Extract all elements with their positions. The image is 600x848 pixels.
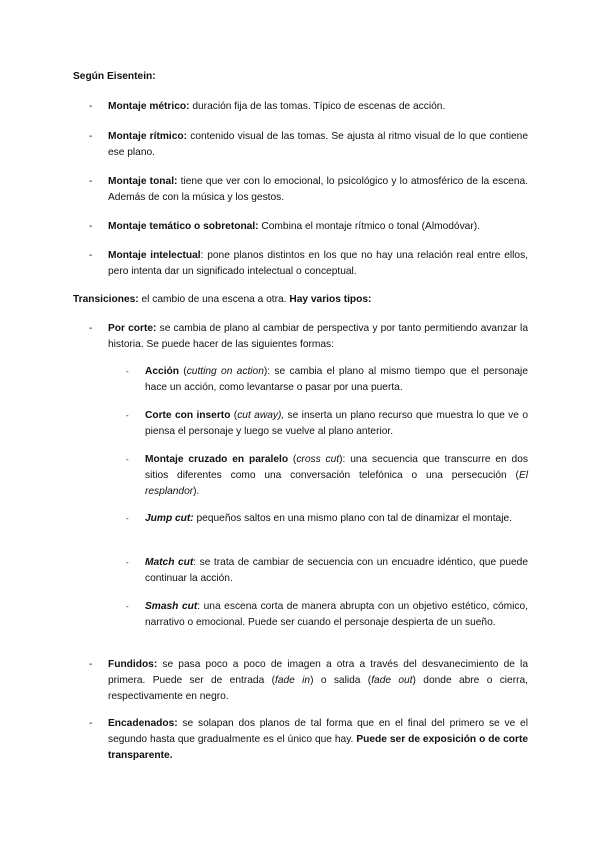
bullet-dash: -	[126, 514, 129, 523]
term-label: Montaje rítmico:	[108, 131, 188, 142]
term-label: Montaje métrico:	[108, 101, 190, 112]
italic-term: cut away),	[237, 410, 285, 421]
term-description: ): una secuencia que transcurre en dos sitios diferentes como una conversación telefónica o una persecución (	[145, 454, 528, 481]
term-description: Combina el montaje rítmico o tonal (Almodóvar).	[258, 221, 480, 232]
sub-item-smash-cut	[126, 599, 528, 631]
term-label: Montaje cruzado en paralelo	[145, 454, 289, 465]
bullet-dash: -	[89, 131, 93, 142]
list-item-montaje-intelectual	[89, 248, 528, 280]
bullet-dash: -	[89, 718, 93, 729]
list-item-montaje-tonal	[89, 174, 529, 206]
term-label: Jump cut:	[145, 513, 194, 524]
sub-item-montaje-cruzado: - Montaje cruzado en paralelo (cross cut): una secuencia que transcurre en dos sitios diferentes como una conversación telefónica o una persecución (El resplandor).	[126, 454, 528, 497]
bullet-dash: -	[89, 323, 93, 334]
bullet-dash: -	[126, 411, 129, 420]
bullet-dash: -	[89, 659, 93, 670]
term-description: : pone planos distintos en los que no hay una relación real entre ellos, pero intenta dar un significado intelectual o conceptual.	[108, 250, 528, 277]
term-description: pequeños saltos en una mismo plano con tal de dinamizar el montaje.	[193, 513, 512, 524]
list-item-encadenados	[89, 716, 528, 764]
list-item-montaje-metrico	[89, 99, 528, 115]
term-description: ): se cambia el plano al mismo tiempo que el personaje hace un acción, como levantarse o pasar por una puerta.	[145, 366, 528, 393]
italic-term: cutting on action	[186, 366, 264, 377]
term-description: se cambia de plano al cambiar de perspectiva y por tanto permitiendo avanzar la historia. Se puede hacer de las siguientes formas:	[108, 323, 528, 350]
italic-title: El resplandor	[145, 470, 528, 497]
list-item-fundidos: - Fundidos: se pasa poco a poco de imagen a otra a través del desvanecimiento de la primera. Puede ser de entrada (fade in) o salida (fade out) donde abre o cierra, respectivamente en negro.	[89, 659, 529, 702]
bullet-dash: -	[126, 558, 129, 567]
italic-term: fade in	[274, 675, 311, 686]
term-description: se inserta un plano recurso que muestra lo que ve o piensa el personaje y luego se vuelve al plano anterior.	[145, 410, 528, 437]
sub-item-accion: - Acción (cutting on action): se cambia el plano al mismo tiempo que el personaje hace un acción, como levantarse o pasar por una puerta.	[126, 366, 528, 393]
bullet-dash: -	[126, 455, 129, 464]
term-label: Fundidos:	[108, 659, 158, 670]
sub-item-corte-con-inserto: - Corte con inserto (cut away), se inserta un plano recurso que muestra lo que ve o piensa el personaje y luego se vuelve al plano anterior.	[126, 410, 528, 437]
term-label: Montaje intelectual	[108, 250, 201, 261]
list-item-montaje-ritmico	[89, 129, 528, 161]
term-label: Montaje tonal:	[108, 176, 178, 187]
italic-term: fade out	[371, 675, 413, 686]
term-label: Encadenados:	[108, 718, 178, 729]
term-label: Por corte:	[108, 323, 157, 334]
term-description: se solapan dos planos de tal forma que en el final del primero se ve el segundo hasta que gradualmente es el único que hay.	[108, 718, 528, 745]
emphasis-text: Puede ser de exposición o de corte transparente.	[108, 734, 528, 761]
term-description: tiene que ver con lo emocional, lo psicológico y lo atmosférico de la escena. Además de con la música y los gestos.	[108, 176, 529, 203]
bullet-dash: -	[89, 176, 93, 187]
term-description: se pasa poco a poco de imagen a otra a través del desvanecimiento de la primera. Puede ser de entrada (	[108, 659, 528, 686]
sub-item-match-cut	[126, 555, 528, 587]
term-label: Smash cut	[145, 601, 198, 612]
term-label: Montaje temático o sobretonal:	[108, 221, 259, 232]
bullet-dash: -	[89, 101, 93, 112]
term-label: Corte con inserto	[145, 410, 231, 421]
term-label: Match cut	[145, 557, 194, 568]
transiciones-paragraph	[73, 292, 371, 308]
term-description: duración fija de las tomas. Típico de escenas de acción.	[189, 101, 446, 112]
term-description: : se trata de cambiar de secuencia con un encuadre idéntico, que puede continuar la acción.	[145, 557, 528, 584]
list-item-por-corte	[89, 321, 528, 353]
term-description: el cambio de una escena a otra.	[138, 294, 290, 305]
term-description: : una escena corta de manera abrupta con un objetivo estético, cómico, narrativo o emocional. Puede ser cuando el personaje despierta de un sueño.	[145, 601, 528, 628]
term-description: contenido visual de las tomas. Se ajusta al ritmo visual de lo que contiene ese plano.	[108, 131, 528, 158]
list-item-montaje-tematico	[89, 219, 528, 235]
term-label: Acción	[145, 366, 179, 377]
bullet-dash: -	[89, 250, 93, 261]
sub-item-jump-cut	[126, 511, 528, 527]
bullet-dash: -	[89, 221, 93, 232]
bullet-dash: -	[126, 367, 129, 376]
emphasis-text: Hay varios tipos:	[289, 294, 372, 305]
term-label: Transiciones:	[73, 294, 139, 305]
section-heading: Según Eisentein:	[73, 71, 156, 82]
bullet-dash: -	[126, 602, 129, 611]
italic-term: cross cut	[296, 454, 340, 465]
